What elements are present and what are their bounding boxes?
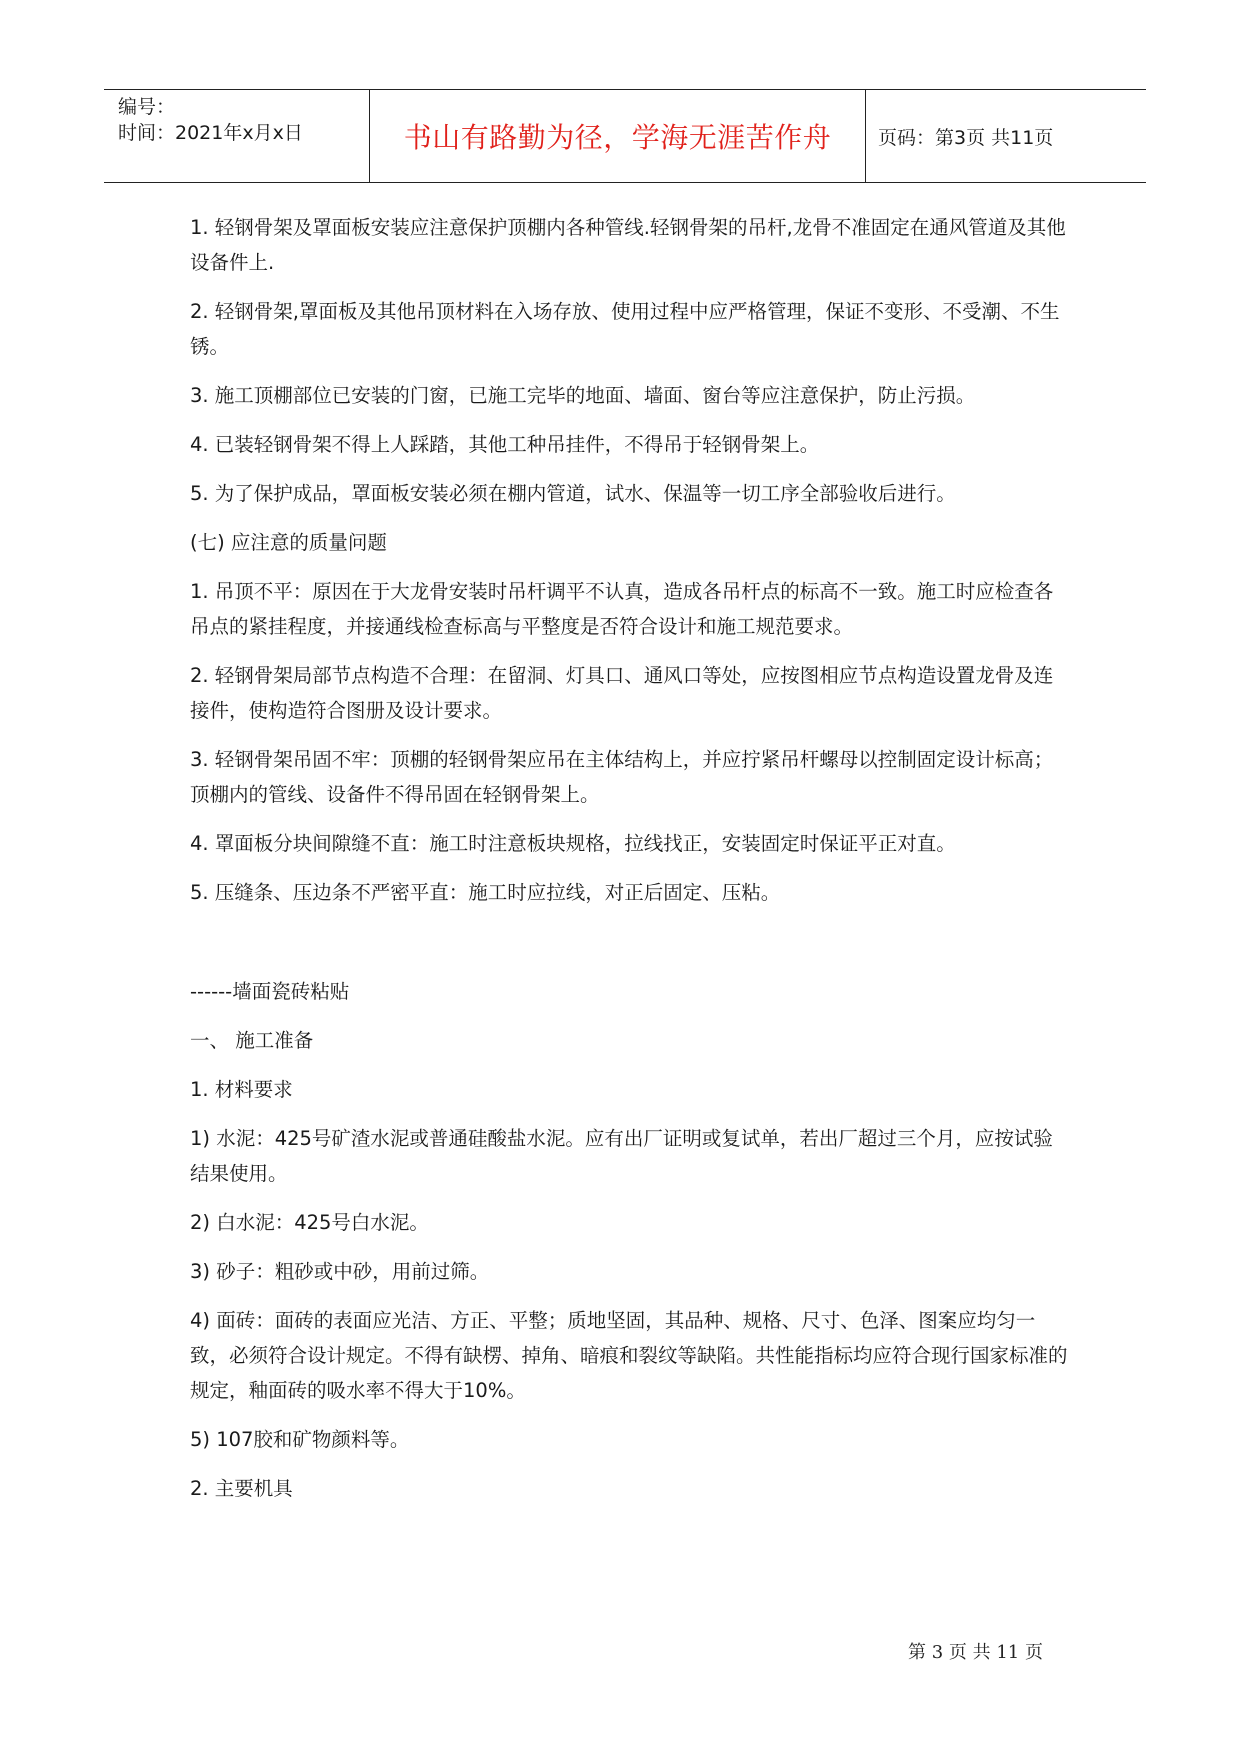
subsection-heading: 1. 材料要求 bbox=[190, 1078, 293, 1101]
paragraph: 5. 压缝条、压边条不严密平直：施工时应拉线，对正后固定、压粘。 bbox=[190, 881, 781, 904]
header-table bbox=[104, 89, 1146, 183]
paragraph: 4. 罩面板分块间隙缝不直：施工时注意板块规格，拉线找正，安装固定时保证平正对直。 bbox=[190, 832, 956, 855]
paragraph: 3. 施工顶棚部位已安装的门窗，已施工完毕的地面、墙面、窗台等应注意保护，防止污损。 bbox=[190, 384, 976, 407]
paragraph: 4) 面砖：面砖的表面应光洁、方正、平整；质地坚固，其品种、规格、尺寸、色泽、图案应均匀一致，必须符合设计规定。不得有缺楞、掉角、暗痕和裂纹等缺陷。共性能指标均应符合现行国家标准的规定，釉面砖的吸水率不得大于10%。 bbox=[190, 1309, 1068, 1402]
paragraph: 5) 107胶和矿物颜料等。 bbox=[190, 1428, 410, 1451]
section-title: ------墙面瓷砖粘贴 bbox=[190, 980, 350, 1003]
paragraph: 2. 轻钢骨架,罩面板及其他吊顶材料在入场存放、使用过程中应严格管理，保证不变形、不受潮、不生锈。 bbox=[190, 300, 1060, 358]
header-middle-cell bbox=[370, 90, 866, 182]
section-heading: 一、 施工准备 bbox=[190, 1029, 314, 1052]
spacer bbox=[190, 924, 1070, 974]
time-label: 时间：2021年x月x日 bbox=[118, 122, 303, 144]
header-right-cell bbox=[866, 90, 1146, 182]
paragraph: 3. 轻钢骨架吊固不牢：顶棚的轻钢骨架应吊在主体结构上，并应拧紧吊杆螺母以控制固定设计标高；顶棚内的管线、设备件不得吊固在轻钢骨架上。 bbox=[190, 748, 1054, 806]
document-body bbox=[190, 210, 1070, 1520]
paragraph: 2) 白水泥：425号白水泥。 bbox=[190, 1211, 429, 1234]
paragraph: 1. 轻钢骨架及罩面板安装应注意保护顶棚内各种管线.轻钢骨架的吊杆,龙骨不准固定在通风管道及其他设备件上. bbox=[190, 216, 1066, 274]
paragraph: 3) 砂子：粗砂或中砂，用前过筛。 bbox=[190, 1260, 490, 1283]
paragraph: 1) 水泥：425号矿渣水泥或普通硅酸盐水泥。应有出厂证明或复试单，若出厂超过三个月，应按试验结果使用。 bbox=[190, 1127, 1053, 1185]
motto: 书山有路勤为径，学海无涯苦作舟 bbox=[403, 121, 832, 154]
number-label: 编号： bbox=[118, 96, 176, 118]
page-footer: 第 3 页 共 11 页 bbox=[908, 1642, 1043, 1663]
paragraph: 1. 吊顶不平：原因在于大龙骨安装时吊杆调平不认真，造成各吊杆点的标高不一致。施工时应检查各吊点的紧挂程度，并接通线检查标高与平整度是否符合设计和施工规范要求。 bbox=[190, 580, 1054, 638]
paragraph: 4. 已装轻钢骨架不得上人踩踏，其他工种吊挂件，不得吊于轻钢骨架上。 bbox=[190, 433, 820, 456]
page-info: 页码：第3页 共11页 bbox=[878, 126, 1054, 149]
section-heading: (七) 应注意的质量问题 bbox=[190, 531, 387, 554]
paragraph: 5. 为了保护成品，罩面板安装必须在棚内管道，试水、保温等一切工序全部验收后进行。 bbox=[190, 482, 956, 505]
subsection-heading: 2. 主要机具 bbox=[190, 1477, 293, 1500]
paragraph: 2. 轻钢骨架局部节点构造不合理：在留洞、灯具口、通风口等处，应按图相应节点构造设置龙骨及连接件，使构造符合图册及设计要求。 bbox=[190, 664, 1054, 722]
header-left-cell bbox=[104, 90, 370, 182]
